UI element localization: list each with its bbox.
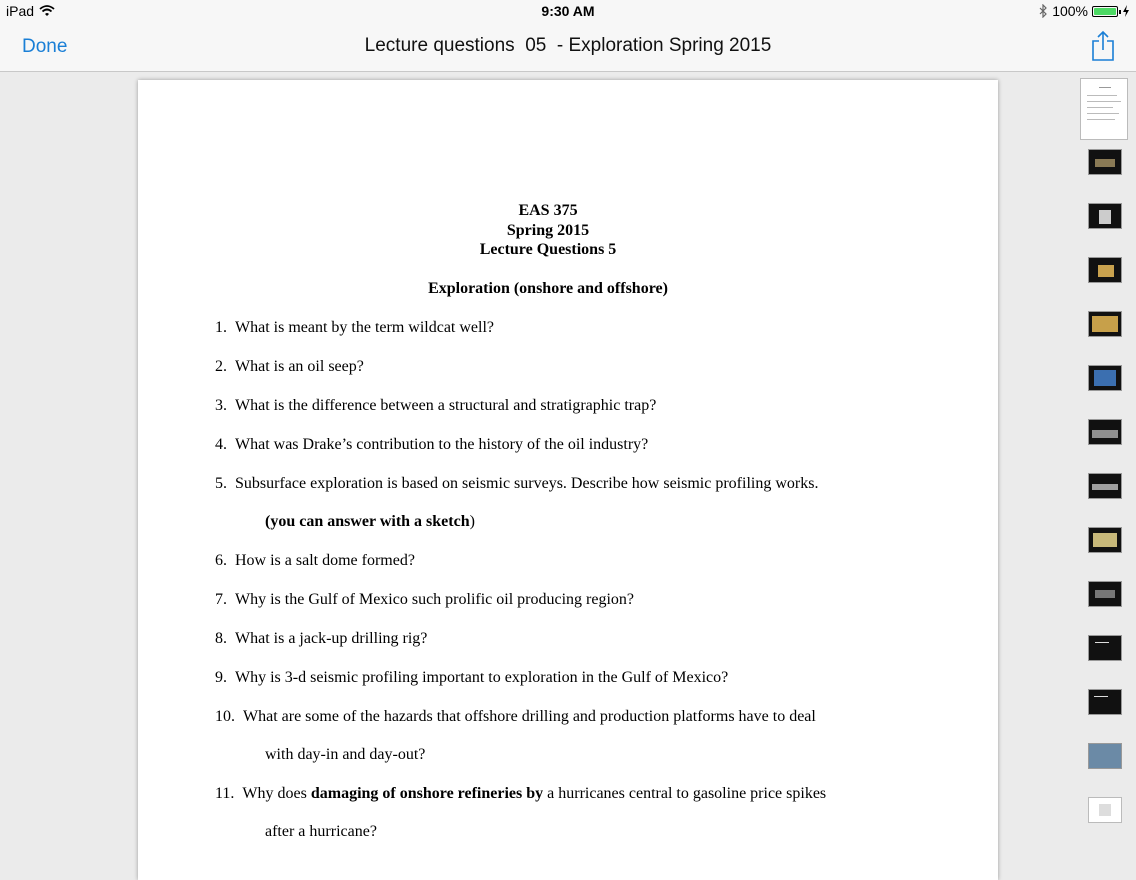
course-code: EAS 375: [518, 202, 578, 219]
charging-icon: [1122, 5, 1130, 17]
question-text-bold: damaging of onshore refineries by: [310, 785, 544, 802]
question-text: What is an oil seep?: [235, 358, 364, 375]
question-continuation: with day-in and day-out?: [265, 746, 426, 763]
question-number: 6.: [215, 552, 227, 569]
question-number: 1.: [215, 319, 227, 336]
thumbnail-page[interactable]: [1088, 257, 1122, 283]
question-item: [215, 591, 634, 609]
term: Spring 2015: [506, 222, 590, 239]
question-note-tail: ): [469, 513, 475, 530]
question-text: What is the difference between a structural and stratigraphic trap?: [235, 397, 657, 414]
thumbnail-page[interactable]: [1088, 635, 1122, 661]
battery-percent: 100%: [1052, 3, 1088, 19]
question-item: [215, 552, 415, 570]
question-text: What was Drake’s contribution to the history of the oil industry?: [235, 436, 649, 453]
topic-heading: Exploration (onshore and offshore): [428, 280, 668, 297]
document-title: Lecture questions 05 - Exploration Spring 2015: [364, 35, 772, 56]
question-note-bold: (you can answer with a sketch: [265, 513, 470, 530]
question-continuation: after a hurricane?: [265, 823, 377, 840]
question-item: [215, 785, 826, 803]
question-note: [265, 513, 475, 531]
question-number: 10.: [215, 708, 235, 725]
question-text: Why is 3-d seismic profiling important to exploration in the Gulf of Mexico?: [235, 669, 729, 686]
thumbnail-page[interactable]: [1088, 527, 1122, 553]
thumbnail-page[interactable]: [1088, 203, 1122, 229]
question-text-pre: Why does: [242, 785, 311, 802]
thumbnail-page[interactable]: [1088, 149, 1122, 175]
question-number: 2.: [215, 358, 227, 375]
status-bar: [0, 0, 1136, 22]
thumbnail-page[interactable]: [1088, 743, 1122, 769]
clock: 9:30 AM: [541, 3, 595, 19]
thumbnail-page[interactable]: [1088, 797, 1122, 823]
question-item: [215, 319, 494, 337]
thumbnail-page[interactable]: [1088, 419, 1122, 445]
thumbnail-page[interactable]: [1088, 365, 1122, 391]
question-item: [215, 397, 656, 415]
question-text: What are some of the hazards that offshore drilling and production platforms have to deal: [243, 708, 816, 725]
document-page[interactable]: [138, 80, 998, 880]
question-text: How is a salt dome formed?: [235, 552, 415, 569]
device-label: iPad: [6, 3, 35, 19]
nav-bar: [0, 22, 1136, 72]
share-icon[interactable]: [1090, 30, 1116, 62]
question-text: What is meant by the term wildcat well?: [235, 319, 495, 336]
bluetooth-icon: [1038, 4, 1048, 18]
question-number: 11.: [215, 785, 235, 802]
battery-icon: [1092, 6, 1118, 17]
question-number: 7.: [215, 591, 227, 608]
question-number: 3.: [215, 397, 227, 414]
question-item: [215, 436, 648, 454]
question-number: 5.: [215, 475, 227, 492]
question-number: 8.: [215, 630, 227, 647]
question-number: 9.: [215, 669, 227, 686]
thumbnail-page[interactable]: [1080, 78, 1128, 140]
question-number: 4.: [215, 436, 227, 453]
question-text: Subsurface exploration is based on seismic surveys. Describe how seismic profiling works.: [235, 475, 819, 492]
question-set-title: Lecture Questions 5: [479, 241, 617, 258]
question-text: Why is the Gulf of Mexico such prolific oil producing region?: [235, 591, 635, 608]
thumbnail-page[interactable]: [1088, 473, 1122, 499]
thumbnail-page[interactable]: [1088, 581, 1122, 607]
question-item: [215, 358, 364, 376]
done-button[interactable]: Done: [22, 36, 68, 57]
thumbnail-page[interactable]: [1088, 311, 1122, 337]
question-text-post: a hurricanes central to gasoline price spikes: [543, 785, 827, 802]
question-item: [215, 708, 816, 726]
question-item: [215, 669, 728, 687]
thumbnail-page[interactable]: [1088, 689, 1122, 715]
question-text: What is a jack-up drilling rig?: [235, 630, 428, 647]
question-item: [215, 475, 818, 493]
question-item: [215, 630, 427, 648]
